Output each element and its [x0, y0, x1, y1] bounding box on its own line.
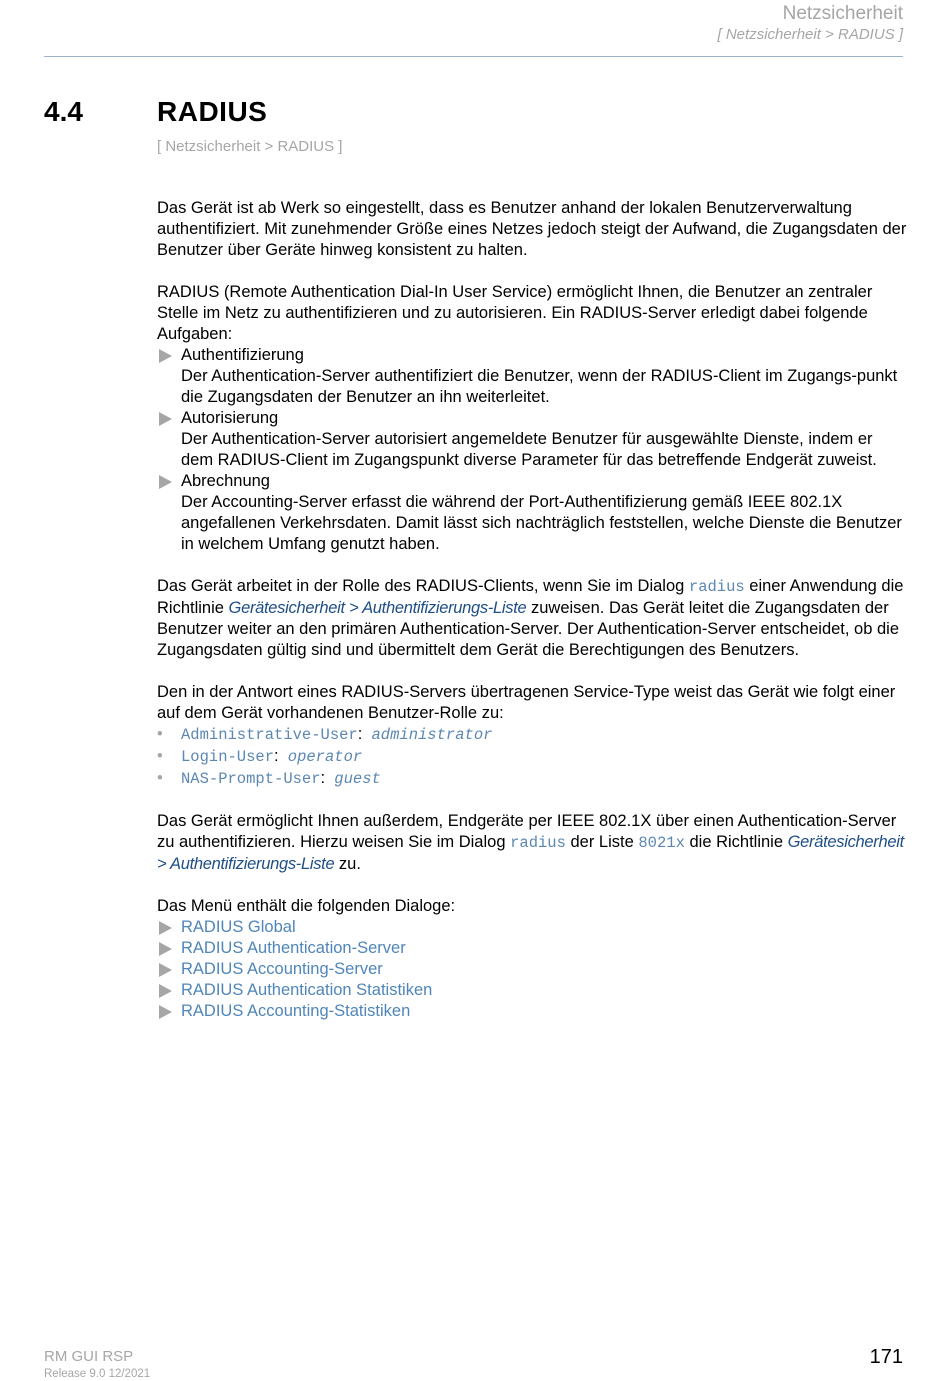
triangle-bullet-icon: [159, 349, 172, 363]
task-item-authentifizierung: [157, 345, 907, 408]
bullet-dot-icon: •: [157, 725, 163, 743]
list-name-8021x: 8021x: [638, 834, 685, 852]
service-type-item: • NAS-Prompt-User: guest: [157, 769, 381, 788]
policy-path: Gerätesicherheit > Authentifizierungs-Liste: [157, 833, 904, 873]
bullet-dot-icon: •: [157, 769, 163, 787]
triangle-bullet-icon: [159, 412, 172, 426]
bullet-dot-icon: •: [157, 747, 163, 765]
dialog-name-radius: radius: [688, 578, 745, 596]
task-text: Der Authentication-Server authentifiziert die Benutzer, wenn der RADIUS-Client im Zugangs-punkt die Zugangsdaten der Benutzer an ihn weiterleitet.: [181, 367, 898, 406]
dot1x-paragraph: [157, 811, 907, 875]
link-radius-authentication-server[interactable]: RADIUS Authentication-Server: [181, 939, 406, 957]
link-radius-accounting-server[interactable]: RADIUS Accounting-Server: [181, 960, 383, 978]
menu-dialog-list: [157, 917, 907, 1022]
menu-link-item[interactable]: [157, 1001, 907, 1022]
text-run: die Richtlinie: [684, 833, 788, 851]
footer-document-name: RM GUI RSP: [44, 1348, 134, 1365]
text-run: zuweisen. Das Gerät leitet die Zugangsdaten der Benutzer weiter an den primären Authentication-Server. Der Authentication-Server entscheidet, ob die Zugangsdaten gültig sind und übermittelt dem Gerät die Berechtigungen des Benutzers.: [157, 599, 900, 659]
section-body: [157, 198, 907, 1022]
text-run: Das Gerät arbeitet in der Rolle des RADIUS-Clients, wenn Sie im Dialog: [157, 577, 689, 595]
header-divider: [44, 56, 903, 57]
service-type-intro: Den in der Antwort eines RADIUS-Servers übertragenen Service-Type weist das Gerät wie folgt einer auf dem Gerät vorhandenen Benutzer-Rolle zu:: [157, 683, 896, 722]
client-paragraph: [157, 576, 907, 661]
menu-intro: Das Menü enthält die folgenden Dialoge:: [157, 897, 456, 915]
task-text: Der Accounting-Server erfasst die während der Port-Authentifizierung gemäß IEEE 802.1X angefallenen Verkehrsdaten. Damit lässt sich nachträglich feststellen, welche Dienste die Benutzer in welchem Umfang genutzt haben.: [181, 493, 902, 553]
task-text: Der Authentication-Server autorisiert angemeldete Benutzer für ausgewählte Dienste, indem er dem RADIUS-Client im Zugangspunkt diverse Parameter für das betreffende Endgerät zuweist.: [181, 430, 877, 469]
menu-link-item[interactable]: [157, 959, 907, 980]
link-radius-authentication-statistiken[interactable]: RADIUS Authentication Statistiken: [181, 981, 433, 999]
service-type-name: Login-User: [181, 748, 275, 766]
dialog-name-radius: radius: [510, 834, 566, 852]
page-number: 171: [869, 1346, 903, 1368]
link-radius-accounting-statistiken[interactable]: RADIUS Accounting-Statistiken: [181, 1002, 411, 1020]
service-type-item: • Administrative-User: administrator: [157, 725, 493, 744]
task-list: [157, 345, 907, 555]
intro-paragraph: Das Gerät ist ab Werk so eingestellt, dass es Benutzer anhand der lokalen Benutzerverwaltung authentifiziert. Mit zunehmender Größe eines Netzes jedoch steigt der Aufwand, die Zugangsdaten der Benutzer über Geräte hinweg konsistent zu halten.: [157, 199, 907, 259]
user-role: operator: [287, 748, 363, 766]
task-title: Abrechnung: [181, 472, 270, 490]
menu-link-item[interactable]: [157, 938, 907, 959]
task-title: Autorisierung: [181, 409, 279, 427]
user-role: administrator: [371, 726, 493, 744]
service-type-item: • Login-User: operator: [157, 747, 363, 766]
text-run: einer Anwendung die Richtlinie: [157, 577, 904, 617]
triangle-bullet-icon: [159, 1005, 172, 1019]
service-type-name: Administrative-User: [181, 726, 358, 744]
triangle-bullet-icon: [159, 921, 172, 935]
header-chapter-title: Netzsicherheit: [782, 3, 903, 24]
section-title: RADIUS: [157, 96, 268, 127]
triangle-bullet-icon: [159, 963, 172, 977]
header-breadcrumb: [ Netzsicherheit > RADIUS ]: [717, 26, 903, 43]
policy-path: Gerätesicherheit > Authentifizierungs-Liste: [228, 599, 527, 617]
footer-release: Release 9.0 12/2021: [44, 1368, 151, 1380]
text-run: Das Gerät ermöglicht Ihnen außerdem, Endgeräte per IEEE 802.1X über einen Authentication-Server zu authentifizieren. Hierzu weisen Sie im Dialog: [157, 812, 897, 851]
link-radius-global[interactable]: RADIUS Global: [181, 918, 296, 936]
task-item-autorisierung: [157, 408, 907, 471]
radius-paragraph: RADIUS (Remote Authentication Dial-In User Service) ermöglicht Ihnen, die Benutzer an zentraler Stelle im Netz zu authentifizieren und zu autorisieren. Ein RADIUS-Server erledigt dabei folgende Aufgaben:: [157, 283, 873, 343]
user-role: guest: [334, 770, 381, 788]
menu-link-item[interactable]: [157, 980, 907, 1001]
triangle-bullet-icon: [159, 984, 172, 998]
service-type-list: [157, 724, 907, 790]
triangle-bullet-icon: [159, 475, 172, 489]
service-type-name: NAS-Prompt-User: [181, 770, 321, 788]
section-breadcrumb: [ Netzsicherheit > RADIUS ]: [157, 138, 343, 155]
triangle-bullet-icon: [159, 942, 172, 956]
menu-link-item[interactable]: [157, 917, 907, 938]
text-run: der Liste: [565, 833, 639, 851]
task-item-abrechnung: [157, 471, 907, 555]
text-run: zu.: [334, 855, 361, 873]
section-number: 4.4: [44, 96, 83, 127]
task-title: Authentifizierung: [181, 346, 304, 364]
